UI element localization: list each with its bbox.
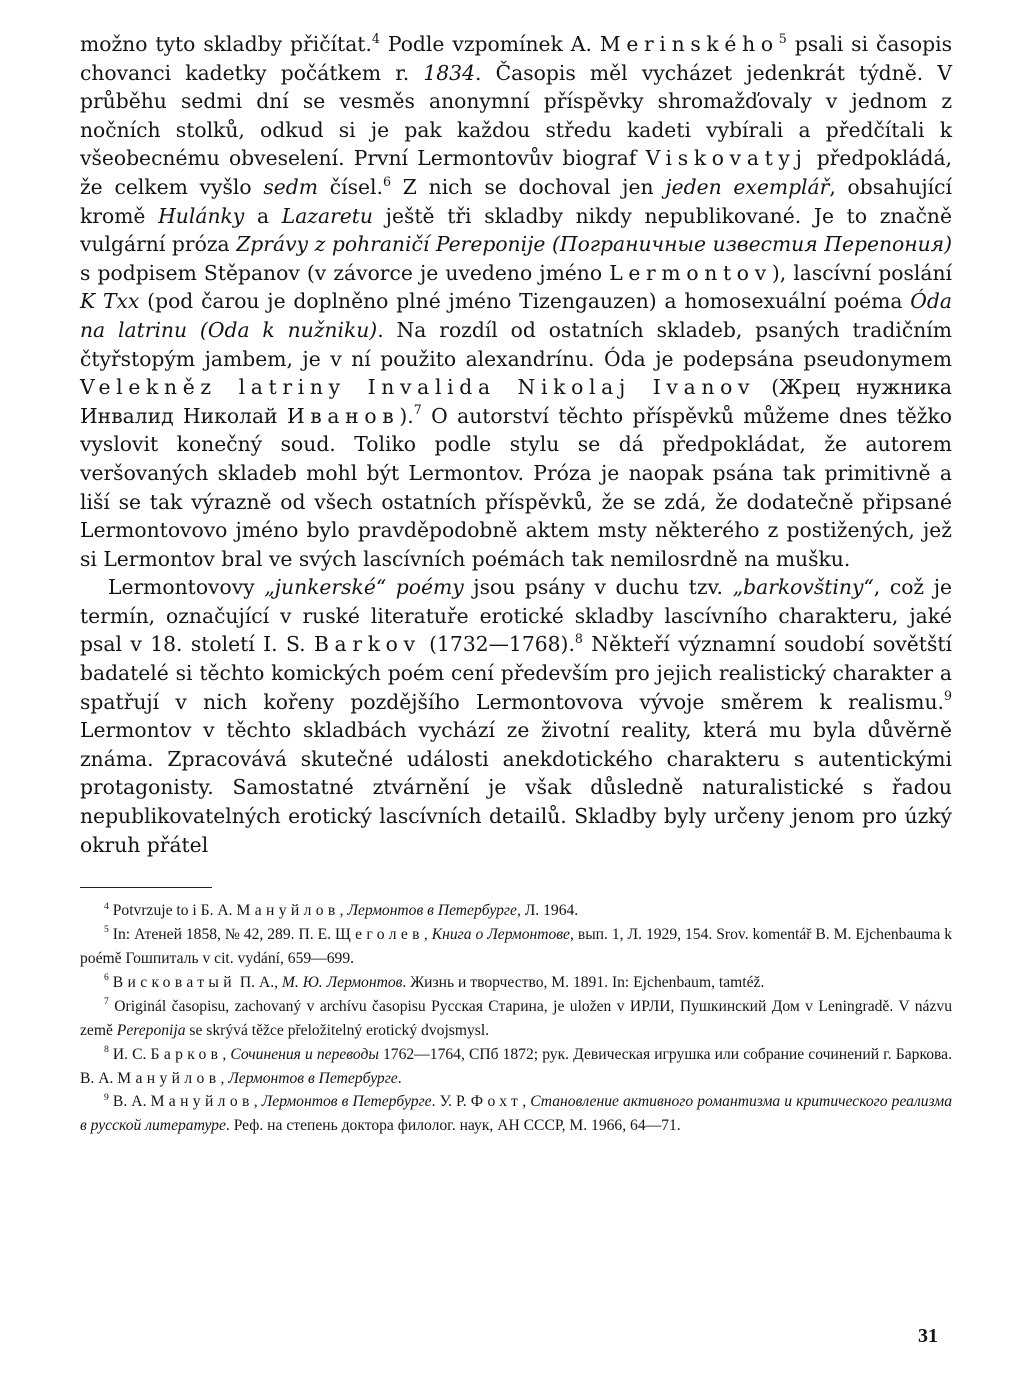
work-title: Hulánky xyxy=(158,203,245,228)
spaced-name: Иванов xyxy=(286,403,400,428)
italic-phrase: sedm xyxy=(263,174,319,199)
work-title: Лермонтов в Петербурге xyxy=(261,1093,432,1111)
work-title: Книга о Лермонтове xyxy=(431,926,570,944)
spaced-name: Viskovatyj xyxy=(645,146,808,171)
work-title: Lazaretu xyxy=(281,203,373,228)
footnote-4: $^4$ Potvrzuje to i Б. А. Мануйлов, Лермонтов в Петербурге, Л. 1964. xyxy=(104,900,579,920)
main-text xyxy=(80,30,952,859)
footnote-ref-6[interactable]: 6 xyxy=(382,173,391,189)
spaced-name: Мануйлов xyxy=(117,1069,221,1087)
footnote-ref-7[interactable]: 7 xyxy=(413,402,422,418)
footnote-ref-5[interactable]: 5 xyxy=(778,30,787,46)
footnote-number: 5 xyxy=(104,924,109,936)
spaced-name: Мануйлов xyxy=(150,1093,254,1111)
spaced-name: Барков xyxy=(150,1045,223,1063)
footnote-ref-8[interactable]: 8 xyxy=(574,631,583,647)
footnote-ref-9[interactable]: 9 xyxy=(943,688,952,704)
work-title: K Txx xyxy=(80,289,140,314)
footnote-number: 9 xyxy=(104,1091,109,1103)
italic-phrase: „junkerské“ poémy xyxy=(264,575,464,600)
work-title: Pereponija xyxy=(116,1021,186,1039)
footnote-divider xyxy=(80,887,212,888)
work-title: Становление активного романтизма и критического реализма в русской литературе xyxy=(80,1093,953,1135)
italic-phrase: jeden exemplář xyxy=(665,174,830,199)
footnote-6: $^6$ Висковатый П. А., М. Ю. Лермонтов. Жизнь и творчество, М. 1891. In: Ejchenbaum, tamtéž. xyxy=(104,972,765,991)
spaced-name: Merinského xyxy=(599,32,779,56)
footnote-ref-4[interactable]: 4 xyxy=(371,30,380,46)
footnote-7: $^7$ Originál časopisu, zachovaný v archívu časopisu Русская Старина, je uložen v ИРЛИ, Пушкинский Дом v Leningradě. V názvu země Pereponija se skrývá těžce přeložitelný erotický dvojsmysl. xyxy=(80,996,952,1039)
work-title: Óda na latrinu (Oda k nužniku) xyxy=(80,289,952,342)
paragraph-2: Lermontovovy „junkerské“ poémy jsou psány v duchu tzv. „barkovštiny“, což je termín, označující v ruské literatuře erotické skladby lascívního charakteru, jaké psal v 18. století I. S. Barkov (1732—1768).$^8$ Někteří významní soudobí sovětští badatelé si těchto komických poém cení především pro jejich realistický charakter a spatřují v nich kořeny pozdějšího Lermontovova vývoje směrem k realismu.$^9$ Lermontov v těchto skladbách vychází ze životní reality, která mu byla důvěrně známa. Zpracovává skutečné události anekdotického charakteru s autentickými protagonisty. Samostatné ztvárnění je však důsledně naturalistické s řadou nepublikovatelných erotický lascívních detailů. Skladby byly určeny jenom pro úzký okruh přátel xyxy=(80,575,952,857)
year-italic: 1834 xyxy=(423,60,475,85)
work-title: Zprávy z pohraničí Pereponije (Пограничные известия Перепония) xyxy=(236,232,952,257)
footnote-8: $^8$ И. С. Барков, Сочинения и переводы 1762—1764, СПб 1872; рук. Девическая игрушка или собрание сочинений г. Баркова. В. А. Мануйлов, Лермонтов в Петербурге. xyxy=(80,1044,952,1087)
footnote-number: 8 xyxy=(104,1044,109,1055)
spaced-name: Щеголев xyxy=(335,926,424,944)
spaced-name: Фохт xyxy=(470,1093,523,1111)
spaced-name: Lermontov xyxy=(609,260,772,285)
footnote-9: $^9$ В. А. Мануйлов, Лермонтов в Петербурге. У. Р. Фохт, Становление активного романтизма и критического реализма в русской литературе. Реф. на степень доктора филолог. наук, АН СССР, М. 1966, 64—71. xyxy=(80,1091,953,1135)
paragraph-1: možno tyto skladby přičítat.$^4$ Podle vzpomínek A. Merinského$^5$ psali si časopis chovanci kadetky počátkem r. 1834. Časopis měl vycházet jedenkrát týdně. V průběhu sedmi dní se vesměs anonymní příspěvky shromažďovaly v jednom z nočních stolků, odkud si je pak každou středu kadeti vybírali a předčítali k všeobecnému obveselení. První Lermontovův biograf Viskovatyj předpokládá, že celkem vyšlo sedm čísel.$^6$ Z nich se dochoval jen jeden exemplář, obsahující kromě Hulánky a Lazaretu ještě tři skladby nikdy nepublikované. Je to značně vulgární próza Zprávy z pohraničí Pereponije (Пограничные известия Перепония) s podpisem Stěpanov (v závorce je uvedeno jméno Lermontov), lascívní poslání K Txx (pod čarou je doplněno plné jméno Tizengauzen) a homosexuální poéma Óda na latrinu (Oda k nužniku). Na rozdíl od ostatních skladeb, psaných tradičním čtyřstopým jambem, je v ní použito alexandrínu. Óda je podepsána pseudonymem Velekněz latriny Invalida Nikolaj Ivanov (Жрец нужника Инвалид Николай Иванов).$^7$ O autorství těchto příspěvků můžeme dnes těžko vyslovit konečný soud. Toliko podle stylu se dá předpokládat, že autorem veršovaných skladeb mohl být Lermontov. Próza je naopak psána tak primitivně a liší se tak výrazně od všech ostatních příspěvků, že se zdá, že dodatečně připsané Lermontovovo jméno bylo pravděpodobně aktem msty některého z postižených, jež si Lermontov bral ve svých lascívních poémách tak nemilosrdně na mušku. xyxy=(80,30,953,571)
spaced-name: Висковатый xyxy=(112,973,236,991)
footnote-number: 6 xyxy=(104,972,109,984)
footnote-number: 7 xyxy=(104,996,109,1008)
spaced-name: Barkov xyxy=(313,632,421,657)
work-title: Лермонтов в Петербурге xyxy=(347,902,517,920)
spaced-pseudonym: Velekněz latriny Invalida Nikolaj Ivanov xyxy=(80,375,756,400)
page-number: 31 xyxy=(918,1325,938,1347)
work-title: М. Ю. Лермонтов xyxy=(281,973,403,991)
italic-phrase: „barkovštiny“ xyxy=(732,575,874,600)
footnotes xyxy=(80,899,952,1138)
work-title: Сочинения и переводы xyxy=(230,1045,379,1063)
spaced-name: Мануйлов xyxy=(236,902,340,920)
footnote-number: 4 xyxy=(104,900,109,912)
work-title: Лермонтов в Петербурге xyxy=(228,1069,398,1087)
footnote-5: $^5$ In: Атеней 1858, № 42, 289. П. Е. Щеголев, Книга о Лермонтове, вып. 1, Л. 1929, 154. Srov. komentář B. M. Ejchenbauma k poémě Гошпиталь v cit. vydání, 659—699. xyxy=(80,924,952,968)
